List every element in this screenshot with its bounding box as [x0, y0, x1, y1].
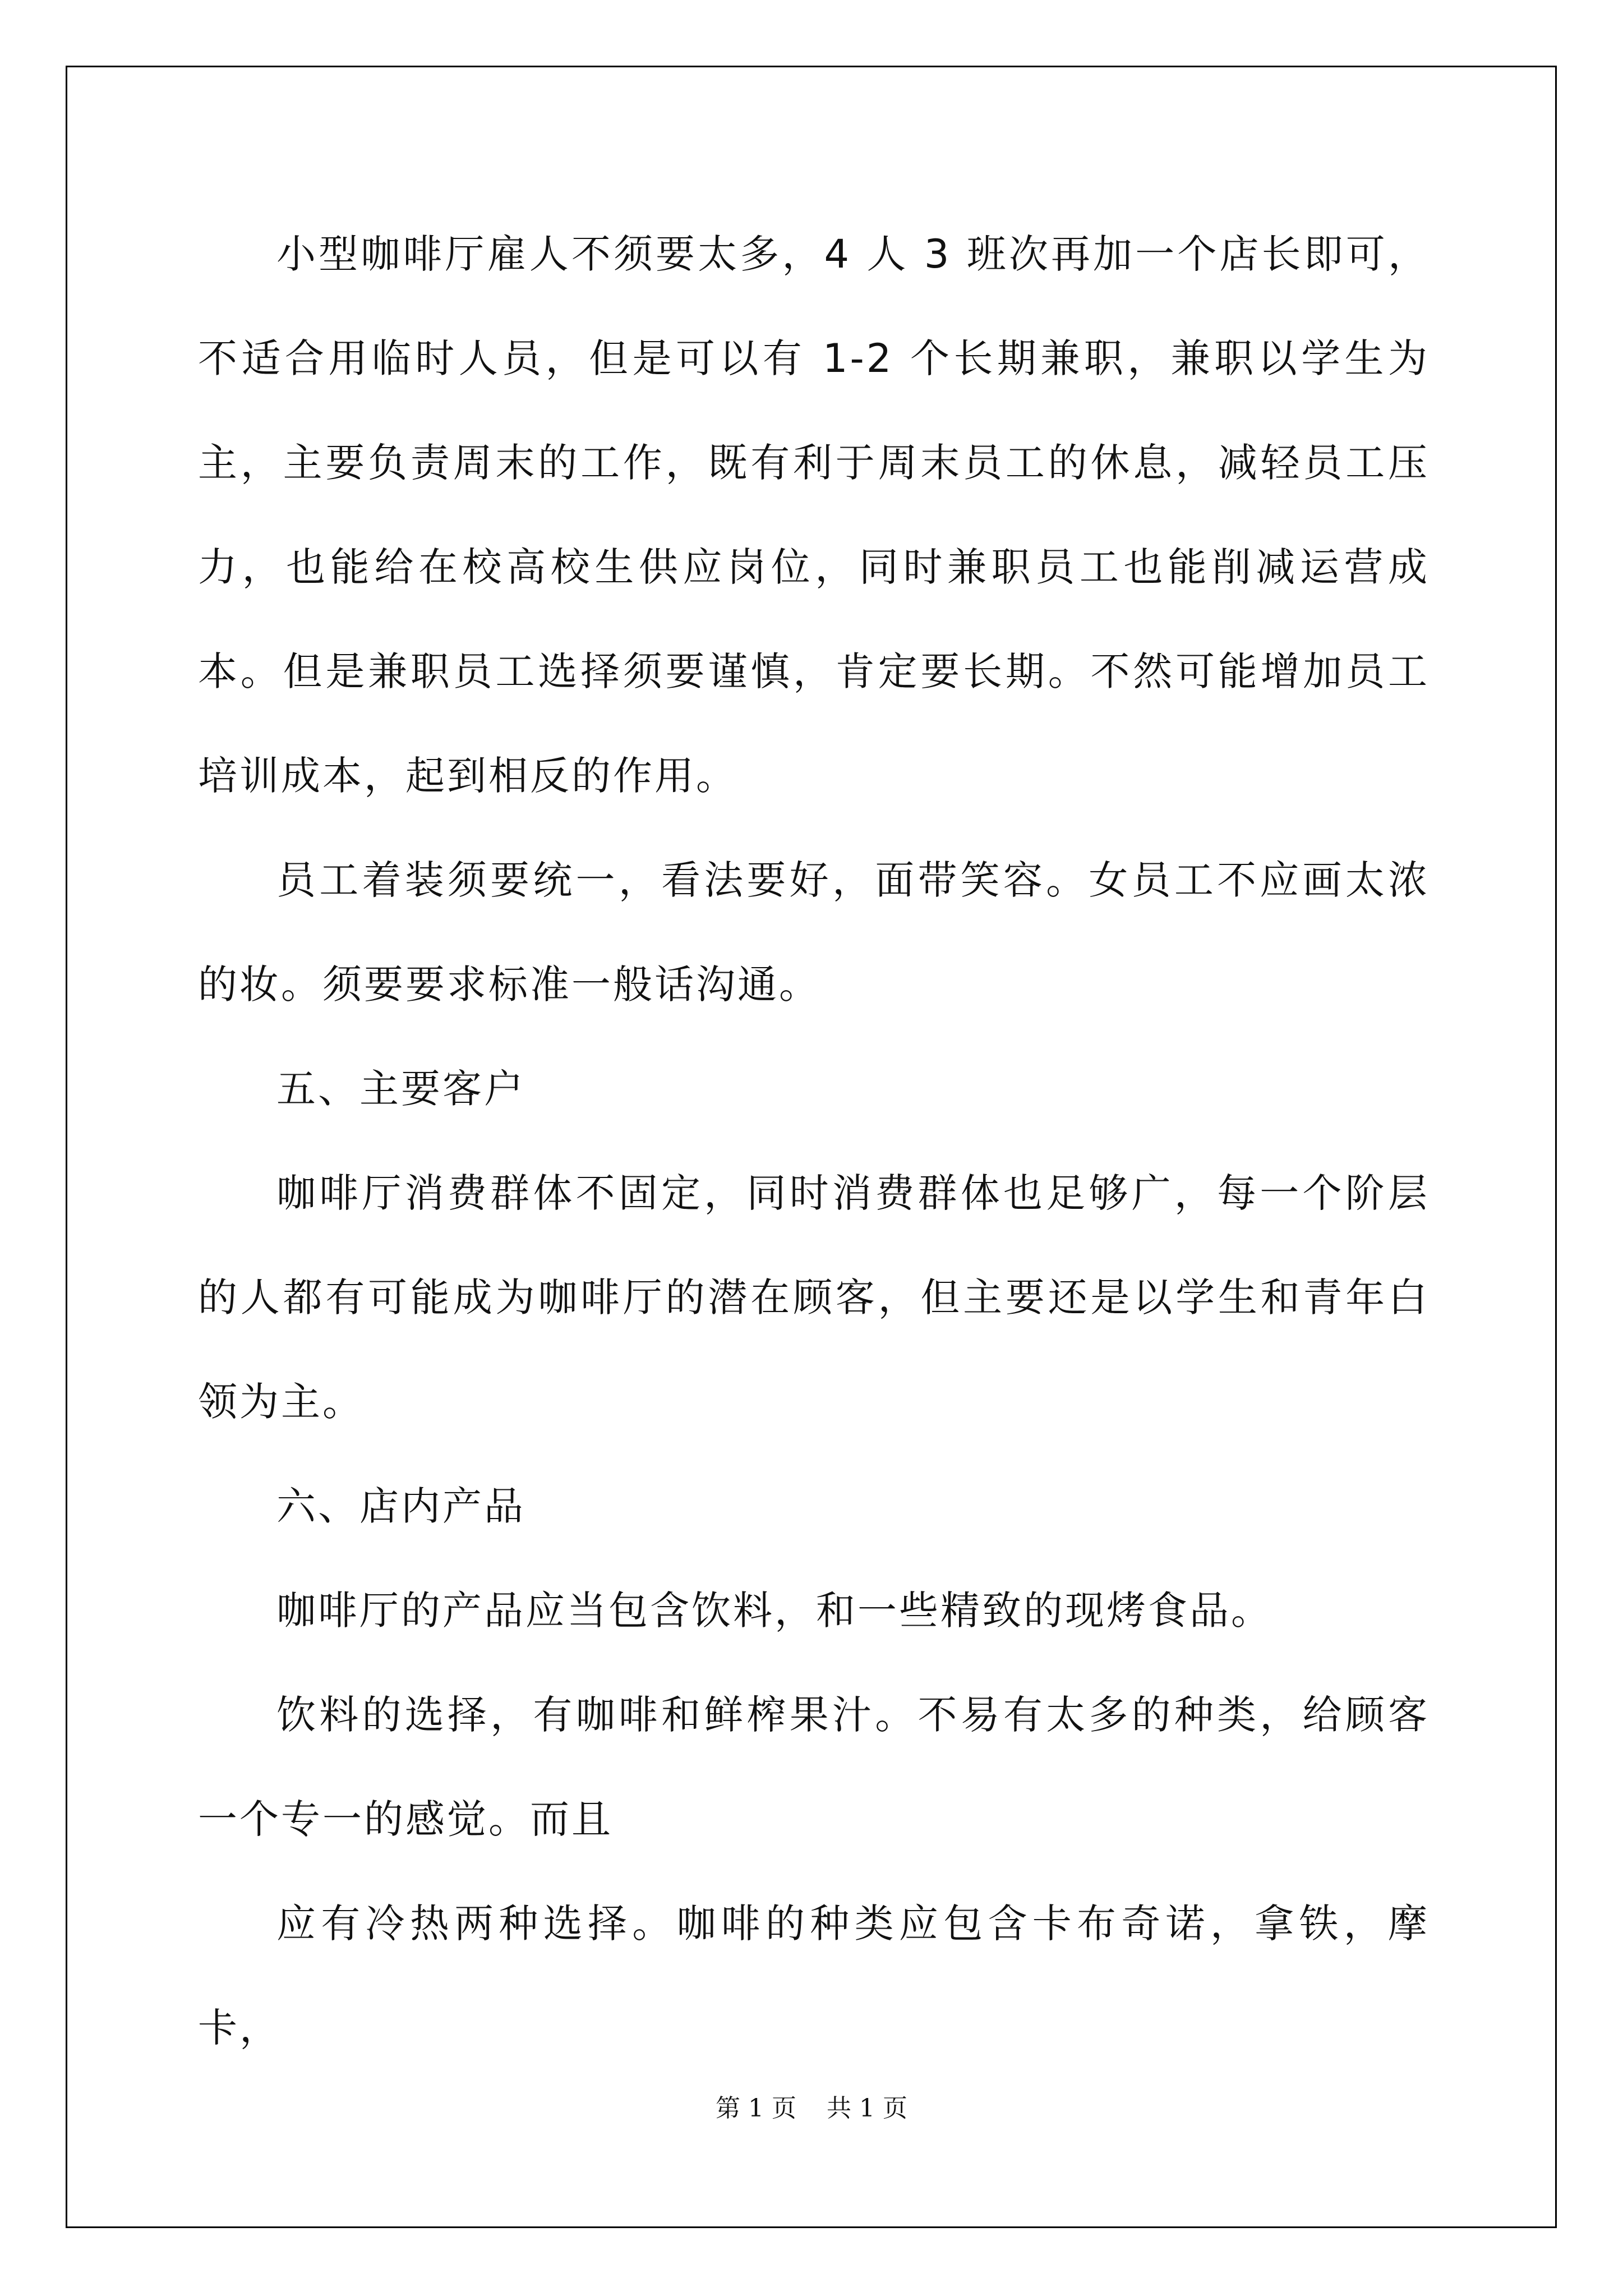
- paragraph-staffing: 小型咖啡厅雇人不须要太多，4 人 3 班次再加一个店长即可，不适合用临时人员，但是可以有 1-2 个长期兼职，兼职以学生为主，主要负责周末的工作，既有利于周末员工的休息，减轻员工压力，也能给在校高校生供应岗位，同时兼职员工也能削减运营成本。但是兼职员工选择须要谨慎，肯定要长期。不然可能增加员工培训成本，起到相反的作用。: [198, 231, 1430, 799]
- page-footer: [0, 2088, 1623, 2124]
- paragraph-drinks: 饮料的选择，有咖啡和鲜榨果汁。不易有太多的种类，给顾客一个专一的感觉。而且: [198, 1692, 1430, 1842]
- paragraph-customers: 咖啡厅消费群体不固定，同时消费群体也足够广，每一个阶层的人都有可能成为咖啡厅的潜在顾客，但主要还是以学生和青年白领为主。: [198, 1170, 1430, 1425]
- page-number: 第 1 页: [716, 2094, 796, 2123]
- paragraph-coffee-types: 应有冷热两种选择。咖啡的种类应包含卡布奇诺，拿铁，摩卡，: [198, 1901, 1430, 2051]
- paragraph-dress-code: 员工着装须要统一，看法要好，面带笑容。女员工不应画太浓的妆。须要要求标准一般话沟通。: [198, 857, 1430, 1007]
- total-pages: 共 1 页: [827, 2094, 907, 2123]
- heading-products: 六、店内产品: [276, 1483, 525, 1529]
- document-body: [198, 202, 1430, 2080]
- paragraph-products: 咖啡厅的产品应当包含饮料，和一些精致的现烤食品。: [276, 1588, 1272, 1634]
- heading-main-customers: 五、主要客户: [276, 1066, 525, 1112]
